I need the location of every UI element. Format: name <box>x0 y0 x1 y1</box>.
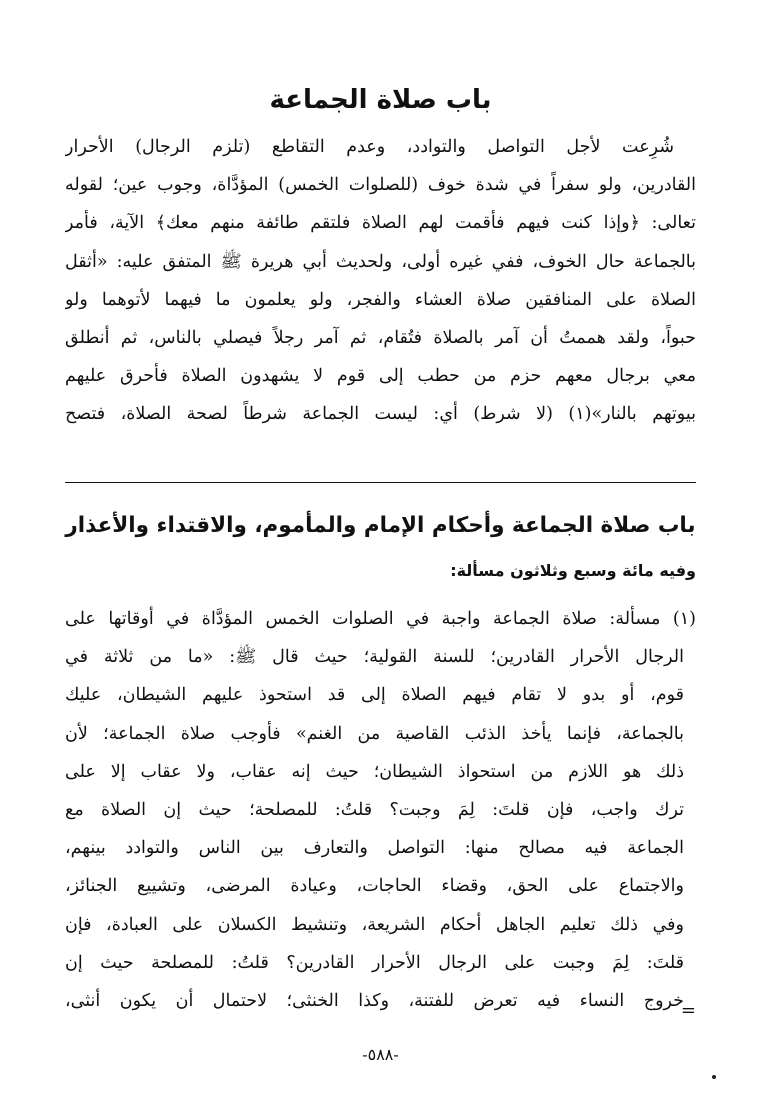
continuation-mark: = <box>680 1000 696 1021</box>
text-line: القادرين، ولو سفراً في شدة خوف (للصلوات الخمس) المؤدَّاة، وجوب عين؛ لقوله <box>65 175 696 196</box>
scan-speck <box>712 1075 716 1079</box>
text-line: قوم، أو بدو لا تقام فيهم الصلاة إلى قد استحوذ عليهم الشيطان، عليك <box>65 685 684 706</box>
text-line: بالجماعة حال الخوف، ففي غيره أولى، ولحديث أبي هريرة ﷺ المتفق عليه: «أثقل <box>65 251 696 272</box>
text-line: ذلك هو اللازم من استحواذ الشيطان؛ حيث إنه عقاب، ولا عقاب إلا على <box>65 761 684 782</box>
section-subtitle: وفيه مائة وسبع وثلاثون مسألة: <box>450 561 696 580</box>
book-page <box>65 0 696 1100</box>
section-1-body <box>65 128 696 434</box>
section-title-1: باب صلاة الجماعة <box>269 85 492 115</box>
text-line: (١) مسألة: صلاة الجماعة واجبة في الصلوات الخمس المؤدَّاة في أوقاتها على <box>65 609 696 629</box>
page-number: -٥٨٨- <box>362 1045 399 1064</box>
text-line: الرجال الأحرار القادرين؛ للسنة القولية؛ حيث قال ﷺ: «ما من ثلاثة في <box>65 647 684 668</box>
text-line: قلتَ: لِمَ وجبت على الرجال الأحرار القادرين؟ قلتُ: للمصلحة حيث إن <box>65 952 684 973</box>
text-line: ترك واجب، فإن قلتَ: لِمَ وجبت؟ قلتُ: للمصلحة؛ حيث إن الصلاة مع <box>65 799 684 820</box>
text-line: خروج النساء فيه تعرض للفتنة، وكذا الخنثى؛ لاحتمال أن يكون أنثى، <box>65 990 684 1011</box>
text-line: وفي ذلك تعليم الجاهل أحكام الشريعة، وتنشيط الكسلان على العبادة، فإن <box>65 914 684 935</box>
section-title-2: باب صلاة الجماعة وأحكام الإمام والمأموم، والاقتداء والأعذار <box>65 513 696 538</box>
text-line: والاجتماع على الحق، وقضاء الحاجات، وعيادة المرضى، وتشييع الجنائز، <box>65 876 684 897</box>
text-line: حبواً، ولقد هممتُ أن آمر بالصلاة فتُقام، ثم آمر رجلاً فيصلي بالناس، ثم أنطلق <box>65 327 696 348</box>
text-line: تعالى: ﴿وإذا كنت فيهم فأقمت لهم الصلاة فلتقم طائفة منهم معك﴾ الآية، فأمر <box>65 213 696 234</box>
text-line: بيوتهم بالنار»(١) (لا شرط) أي: ليست الجماعة شرطاً لصحة الصلاة، فتصح <box>65 404 696 425</box>
text-line: الجماعة فيه مصالح منها: التواصل والتعارف بين الناس والتوادد بينهم، <box>65 838 684 859</box>
section-divider <box>65 482 696 483</box>
text-line: الصلاة على المنافقين صلاة العشاء والفجر، ولو يعلمون ما فيهما لأتوهما ولو <box>65 289 696 310</box>
text-line: معي برجال معهم حزم من حطب إلى قوم لا يشهدون الصلاة فأحرق عليهم <box>65 366 696 387</box>
text-line: بالجماعة، فإنما يأخذ الذئب القاصية من الغنم» فأوجب صلاة الجماعة؛ لأن <box>65 723 684 744</box>
section-2-body <box>65 600 696 1020</box>
text-line: شُرِعت لأجل التواصل والتوادد، وعدم التقاطع (تلزم الرجال) الأحرار <box>65 137 674 157</box>
